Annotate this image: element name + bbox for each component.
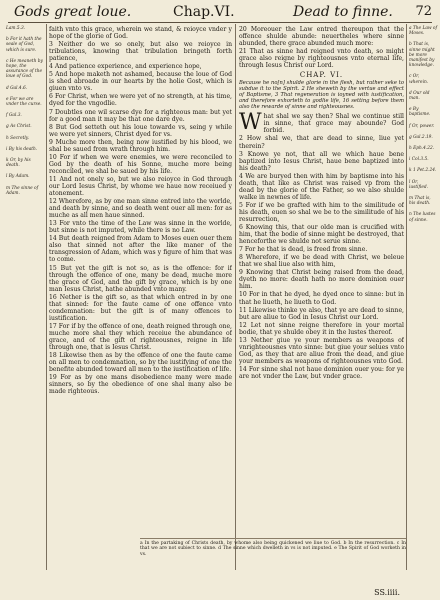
verse: 11 And not onely so, but we also reioyce in God through our Lord Iesus Christ, by whome we haue now receiued y atonement. <box>49 175 232 198</box>
margin-note: f Or, power. <box>409 123 435 129</box>
margin-note: a The Law of Moses. <box>409 26 438 37</box>
margin-note: m The sinne of Adam. <box>6 185 39 196</box>
verse: 2 How shal we, that are dead to sinne, liue yet therein? <box>239 135 404 150</box>
header-right: Dead to finne. <box>293 4 393 20</box>
chapter-summary: Because he no[n] shulde glorie in the flesh, but rather seke to subdue it to the Spirit. 2 He sheweth by the vertue and effect of Baptisme, 3 That regeneration is ioyned with iustification, and therefore exhorteth to godlie life, 16 setting before them also the rewarde of sinne and righteousnes. <box>239 80 404 111</box>
verse: faith vnto this grace, wherein we stand, & reioyce vnder y hope of the glorie of God. <box>49 26 232 41</box>
right-margin-notes <box>409 26 438 229</box>
signature-mark: SS.iiii. <box>374 588 400 597</box>
margin-note: b That is, sinne might be more manifest by knowledge. <box>409 42 435 69</box>
verse: 5 And hope maketh not ashamed, because the loue of God is shed abroade in our hearts by the holie Gost, which is giuen vnto vs. <box>49 71 232 93</box>
verse: 18 Likewise then as by the offence of one the faute came on all men to condemnation, so by the iustifying of one the benefite abunded toward all men to the iustification of life. <box>49 352 232 374</box>
right-margin-rule <box>406 24 407 570</box>
right-column-body <box>239 110 404 380</box>
verse: 17 For if by the offence of one, death reigned through one, muche more shal they which receiue the abundance of grace, and of the gift of righteousnes, reigne in life through one, that is Iesus Christ. <box>49 322 232 352</box>
verse: 6 For Christ, when we were yet of no strength, at his time, dyed for the vngodlie. <box>49 93 232 108</box>
verse: What shal we say then? Shal we continue still in sinne, that grace may abounde? God forbid. <box>239 110 404 136</box>
verse: 9 Knowing that Christ being raised from the dead, dyeth no more: death hath no more dominion ouer him. <box>239 269 404 291</box>
running-header <box>8 4 432 24</box>
verse: 19 For as by one mans disobedience many were made sinners, so by the obedience of one shal many also be made righteous. <box>49 374 232 396</box>
verse: 14 For sinne shal not haue dominion ouer you: for ye are not vnder the Law, but vnder grace. <box>239 365 404 380</box>
left-margin-rule <box>46 24 47 570</box>
margin-note: f Gal.3. <box>6 113 22 119</box>
margin-note: e For we are vnder the curse. <box>6 96 42 108</box>
margin-note: d Gal.4.6. <box>6 85 28 91</box>
verse: 5 For if we be grafted with him to the similitude of his death, euen so shal we be to the similitude of his resurrection, <box>239 201 404 223</box>
verse: 4 And patience experience, and experience hope, <box>49 63 202 71</box>
footnote: a In the partaking of Christs death, by whome also being quickened we liue to God. b In the resurrection. c In that we are not subiect to sinne. d The sinne which dwelleth in vs is not imputed. e The Spirit of God worketh in vs. <box>140 538 406 557</box>
margin-note: c He meaneth by hope, the assurance of the loue of God. <box>6 58 43 80</box>
verse: 7 Doubtles one wil scarse dye for a righteous man: but yet for a good man it may be that one dare dye. <box>49 108 232 123</box>
verse: 3 Knowe ye not, that all we which haue bene baptized into Iesus Christ, haue bene baptized into his death? <box>239 150 404 172</box>
verse: 13 Nether giue ye your members as weapons of vnrighteousnes vnto sinne: but giue your selues vnto God, as they that are aliue from the dead, and giue your members as weapons of righteousnes vnto God. <box>239 336 404 365</box>
verse: 21 That as sinne had reigned vnto death, so might grace also reigne by righteousnes vnto eternal life, through Iesus Christ our Lord. <box>239 48 404 70</box>
verse: 14 But death reigned from Adam to Moses euen ouer them also that sinned not after the like maner of the transgression of Adam, which was y figure of him that was to come. <box>49 235 232 264</box>
margin-note: l Or, iustified. <box>409 179 428 190</box>
margin-note: k 1 Pet.2.24. <box>409 168 437 174</box>
margin-note: i By his death. <box>6 146 38 152</box>
margin-note: h Eph.4.22. <box>409 146 435 152</box>
margin-note: e By baptisme. <box>409 107 431 118</box>
center-rule <box>235 24 236 570</box>
margin-note: g Gal.2.19. <box>409 134 433 140</box>
verse: 7 For he that is dead, is freed from sinne. <box>239 246 368 254</box>
verse: 10 For in that he dyed, he dyed once to sinne: but in that he liueth, he liueth to God. <box>239 291 404 306</box>
verse: 11 Likewise thinke ye also, that ye are dead to sinne, but are aliue to God in Iesus Christ our Lord. <box>239 306 404 321</box>
verse: 3 Neither do we so onely, but also we reioyce in tribulations, knowing that tribulation bringeth forth patience, <box>49 41 232 63</box>
left-text-column <box>49 26 232 571</box>
header-left: Gods great loue. <box>14 4 132 20</box>
margin-note: k Or, by his death. <box>6 158 31 169</box>
verse: 16 Nether is the gift so, as that which entred in by one that sinned: for the faute came of one offence vnto condemnation: but the gift is of many offences to iustification. <box>49 293 232 322</box>
verse: 10 For if when we were enemies, we were reconciled to God by the death of his Sonne, muche more being reconciled, we shal be saued by his life. <box>49 153 232 175</box>
right-column-top <box>239 26 404 69</box>
verse: 20 Moreouer the Law entred thereupon that the offence shulde abunde: neuertheles where sinne abunded, there grace abunded much more: <box>239 26 404 48</box>
drop-cap: W <box>239 110 262 136</box>
verse: 12 Let not sinne reigne therefore in your mortal bodie, that ye shulde obey it in the lustes thereof. <box>239 321 404 336</box>
margin-note: g As Christ. <box>6 124 32 130</box>
margin-note: i Col.3.5. <box>409 157 429 163</box>
margin-note: d Our old man. <box>409 90 430 102</box>
margin-note: b For it hath the seale of God, which is sure. <box>6 37 42 53</box>
margin-note: n The lustes of sinne. <box>409 212 436 223</box>
margin-note: m That is, his death. <box>409 196 431 207</box>
chapter-heading: CHAP. VI. <box>299 71 344 80</box>
page-number: 72 <box>415 4 432 19</box>
margin-note: h Secretly. <box>6 135 29 141</box>
verse: 13 For vnto the time of the Law was sinne in the worlde, but sinne is not imputed, while there is no Law. <box>49 220 232 235</box>
verse: 9 Muche more then, being now iustified by his blood, we shal be saued from wrath through him. <box>49 138 232 153</box>
margin-note: c Or, wherein. <box>409 74 429 85</box>
right-text-column <box>239 26 404 571</box>
header-rule <box>8 22 432 23</box>
verse: 12 Wherefore, as by one man sinne entred into the worlde, and death by sinne, and so death went ouer all men: for as muche as all men haue sinned. <box>49 198 232 220</box>
margin-note: l By Adam. <box>6 174 30 180</box>
header-chapter: Chap.VI. <box>173 4 235 20</box>
verse: 4 We are buryed then with him by baptisme into his death, that like as Christ was raised vp from the dead by the glorie of the Father, so we also shulde walke in newnes of life. <box>239 172 404 201</box>
verse: 8 Wherefore, if we be dead with Christ, we beleue that we shal liue also with him, <box>239 254 404 269</box>
verse: 8 But God setteth out his loue towarde vs, seing y while we were yet sinners, Christ dyed for vs. <box>49 123 232 138</box>
verse: 15 But yet the gift is not so, as is the offence: for if through the offence of one, many be dead, muche more the grace of God, and the gift by grace, which is by one man Iesus Christ, hathe abunded vnto many. <box>49 264 232 293</box>
verse: 6 Knowing this, that our olde man is crucified with him, that the bodie of sinne might be destroyed, that henceforthe we shulde not serue sinne. <box>239 224 404 246</box>
left-margin-notes <box>6 26 44 202</box>
margin-note: Lam.5.3. <box>6 26 26 31</box>
